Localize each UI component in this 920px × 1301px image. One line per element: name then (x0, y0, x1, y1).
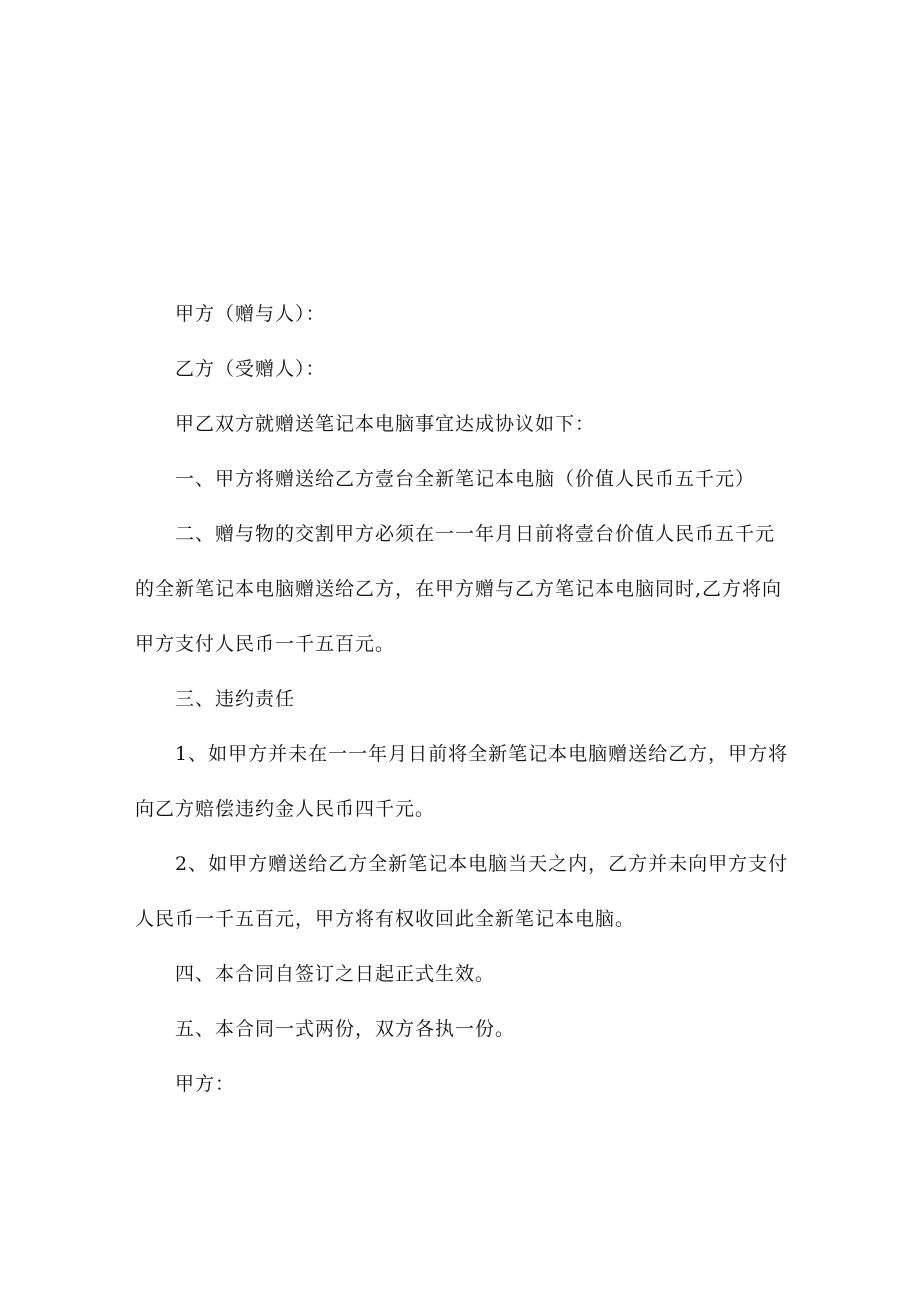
signature-party-a: 甲方： (175, 1073, 236, 1095)
clause-5: 五、本合同一式两份，双方各执一份。 (175, 1018, 516, 1040)
clause-3-1-line-2: 向乙方赔偿违约金人民币四千元。 (135, 798, 436, 820)
clause-2-line-3: 甲方支付人民币一千五百元。 (135, 633, 396, 655)
party-a-line: 甲方（赠与人）： (175, 303, 326, 325)
party-b-line: 乙方（受赠人）： (175, 358, 326, 380)
intro-paragraph: 甲乙双方就赠送笔记本电脑事宜达成协议如下： (175, 413, 596, 435)
clause-1: 一、甲方将赠送给乙方壹台全新笔记本电脑（价值人民币五千元） (175, 468, 756, 490)
clause-3-2-line-1: 2、如甲方赠送给乙方全新笔记本电脑当天之内，乙方并未向甲方支付 (175, 853, 789, 875)
clause-2-line-1: 二、赠与物的交割甲方必须在一一年月日前将壹台价值人民币五千元 (175, 523, 776, 545)
clause-4: 四、本合同自签订之日起正式生效。 (175, 963, 496, 985)
clause-3-2-line-2: 人民币一千五百元，甲方将有权收回此全新笔记本电脑。 (135, 908, 636, 930)
clause-3-1-line-1: 1、如甲方并未在一一年月日前将全新笔记本电脑赠送给乙方，甲方将 (175, 743, 789, 765)
clause-3-title: 三、违约责任 (175, 688, 296, 710)
clause-2-line-2: 的全新笔记本电脑赠送给乙方，在甲方赠与乙方笔记本电脑同时,乙方将向 (135, 578, 783, 600)
